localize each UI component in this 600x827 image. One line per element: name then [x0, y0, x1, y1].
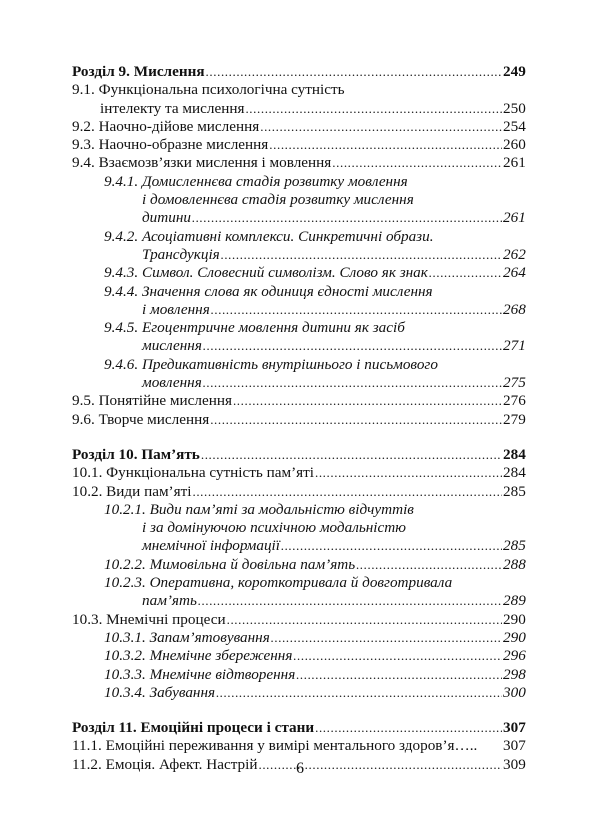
- toc-entry[interactable]: [72, 319, 525, 356]
- toc-entry[interactable]: [72, 483, 525, 501]
- toc-entry[interactable]: [72, 556, 525, 574]
- toc-entry[interactable]: [72, 629, 525, 647]
- dot-leader: [296, 666, 502, 684]
- toc-entry[interactable]: [72, 228, 525, 265]
- toc-page-number: 249: [503, 63, 526, 80]
- dot-leader: [221, 246, 502, 264]
- dot-leader: [315, 464, 502, 482]
- toc-entry-title: Розділ 9. Мислення: [72, 63, 205, 80]
- toc-page-number: 276: [503, 392, 526, 410]
- dot-leader: [203, 374, 502, 392]
- toc-entry[interactable]: [72, 666, 525, 684]
- toc-page-number: 309: [503, 755, 526, 773]
- toc-page-number: 260: [503, 136, 526, 154]
- toc-entry-title: 10.3. Мнемічні процеси: [72, 610, 226, 628]
- toc-entry[interactable]: [72, 356, 525, 393]
- toc-entry-title: 10.3.3. Мнемічне відтворення: [104, 665, 296, 683]
- toc-entry-title: 9.3. Наочно-образне мислення: [72, 136, 269, 154]
- dot-leader: [429, 264, 502, 282]
- toc-page-number: 296: [503, 647, 526, 665]
- toc-entry-title: пам’ять: [142, 592, 197, 610]
- dot-leader: [245, 100, 502, 118]
- toc-section-entry[interactable]: [72, 719, 525, 737]
- toc-entry-title: 10.3.1. Запам’ятовування: [104, 628, 270, 646]
- toc-entry-title: Трансдукція: [142, 245, 220, 263]
- toc-entry-title: і мовлення: [142, 300, 210, 318]
- toc-entry[interactable]: [72, 574, 525, 611]
- page-number: 6: [296, 760, 304, 777]
- section-gap: [72, 702, 525, 719]
- dot-leader: [315, 719, 502, 737]
- toc-entry[interactable]: [72, 264, 525, 282]
- dot-leader: [201, 446, 502, 464]
- toc-entry[interactable]: [72, 283, 525, 320]
- toc-page-number: 250: [503, 99, 526, 117]
- dot-leader: [192, 209, 502, 227]
- toc-entry[interactable]: [72, 611, 525, 629]
- toc-entry-title: і домовленнєва стадія розвитку мислення: [142, 191, 414, 209]
- toc-entry[interactable]: [72, 118, 525, 136]
- toc-entry-title: 9.2. Наочно-дійове мислення: [72, 117, 260, 135]
- toc-entry-title: 9.4.6. Предикативність внутрішнього і письмового: [104, 355, 438, 373]
- toc-entry-title: 10.3.2. Мнемічне збереження: [104, 647, 293, 665]
- toc-page-number: 279: [503, 410, 526, 428]
- toc-entry[interactable]: [72, 81, 525, 118]
- toc-page-number: 290: [503, 610, 526, 628]
- toc-entry[interactable]: [72, 173, 525, 228]
- toc-entry-title: 9.6. Творче мислення: [72, 410, 210, 428]
- toc-entry-title: і за домінуючою психічною модальністю: [142, 519, 406, 537]
- toc-page-number: 271: [503, 337, 526, 355]
- toc-entry-title: Розділ 11. Емоційні процеси і стани: [72, 719, 315, 737]
- dot-leader: [281, 537, 502, 555]
- toc-page-number: 275: [503, 374, 526, 392]
- toc-page-number: 300: [503, 683, 526, 701]
- toc-entry-title: 9.4.3. Символ. Словесний символізм. Слово як знак: [104, 264, 428, 282]
- toc-entry-title: 9.4.5. Егоцентричне мовлення дитини як засіб: [104, 319, 405, 337]
- toc-entry[interactable]: [72, 154, 525, 172]
- toc-entry-title: 9.5. Понятійне мислення: [72, 392, 232, 410]
- toc-page-number: 284: [503, 464, 526, 482]
- toc-page-number: 262: [503, 245, 526, 263]
- toc-page-number: 285: [503, 482, 526, 500]
- toc-entry-title: дитини: [142, 209, 191, 227]
- dot-leader: [198, 592, 502, 610]
- toc-entry-title: 10.3.4. Забування: [104, 683, 216, 701]
- toc-page-number: 284: [503, 445, 526, 463]
- toc-page-number: 261: [503, 209, 526, 227]
- toc-entry-title: 9.4.1. Домисленнєва стадія розвитку мовлення: [104, 172, 408, 190]
- toc-entry[interactable]: [72, 737, 525, 755]
- dot-leader: [192, 483, 502, 501]
- toc-page-number: 289: [503, 592, 526, 610]
- dot-leader: [216, 684, 502, 702]
- toc-entry-title: мовлення: [142, 374, 202, 392]
- toc-entry[interactable]: [72, 392, 525, 410]
- toc-entry[interactable]: [72, 501, 525, 556]
- dot-leader: [203, 337, 502, 355]
- toc-page-number: 307: [503, 737, 526, 755]
- toc-entry-title: 9.4.4. Значення слова як одиниця єдності мислення: [104, 282, 433, 300]
- toc-page-number: 268: [503, 300, 526, 318]
- toc-entry-title: 9.4.2. Асоціативні комплекси. Синкретичні образи.: [104, 227, 434, 245]
- toc-entry-title: 11.2. Емоція. Афект. Настрій: [72, 755, 258, 773]
- toc-page-number: 285: [503, 537, 526, 555]
- toc-entry-title: 10.2.1. Види пам’яті за модальністю відчуттів: [104, 500, 414, 518]
- toc-entry-title: інтелекту та мислення: [100, 99, 245, 117]
- toc-page-number: 307: [503, 719, 526, 737]
- dot-leader: [211, 301, 502, 319]
- toc-entry[interactable]: [72, 136, 525, 154]
- dot-leader: [332, 154, 502, 172]
- toc-section-entry[interactable]: [72, 446, 525, 464]
- toc-entry-title: 9.1. Функціональна психологічна сутність: [72, 81, 345, 99]
- toc-page-number: 288: [503, 555, 526, 573]
- toc-page-number: 254: [503, 117, 526, 135]
- dot-leader: [227, 611, 502, 629]
- toc-entry[interactable]: [72, 684, 525, 702]
- toc-entry-title: 9.4. Взаємозв’язки мислення і мовлення: [72, 154, 332, 172]
- dot-leader: [356, 556, 502, 574]
- toc-page-number: 261: [503, 154, 526, 172]
- toc-entry-title: мислення: [142, 337, 202, 355]
- toc-entry[interactable]: [72, 411, 525, 429]
- toc-entry-title: мнемічної інформації: [142, 537, 280, 555]
- toc-entry-title: Розділ 10. Пам’ять: [72, 445, 200, 463]
- toc-page-number: 264: [503, 264, 526, 282]
- toc-section-entry[interactable]: [72, 63, 525, 81]
- toc-entry[interactable]: [72, 464, 525, 482]
- dot-leader: [269, 136, 502, 154]
- toc-entry-title: 10.2.3. Оперативна, короткотривала й довготривала: [104, 574, 453, 592]
- dot-leader: [260, 118, 502, 136]
- dot-leader: [206, 63, 502, 81]
- table-of-contents: [72, 63, 525, 774]
- toc-page-number: 290: [503, 628, 526, 646]
- toc-entry-title: 10.2.2. Мимовільна й довільна пам’ять: [104, 555, 356, 573]
- dot-leader: [210, 411, 502, 429]
- section-gap: [72, 429, 525, 446]
- dot-leader: [271, 629, 502, 647]
- toc-entry-title: 10.1. Функціональна сутність пам’яті: [72, 464, 314, 482]
- toc-entry[interactable]: [72, 647, 525, 665]
- toc-entry-title: 11.1. Емоційні переживання у вимірі ментального здоров’я…..: [72, 737, 478, 755]
- dot-leader: [293, 647, 502, 665]
- dot-leader: [233, 392, 502, 410]
- toc-page-number: 298: [503, 665, 526, 683]
- toc-entry-title: 10.2. Види пам’яті: [72, 482, 192, 500]
